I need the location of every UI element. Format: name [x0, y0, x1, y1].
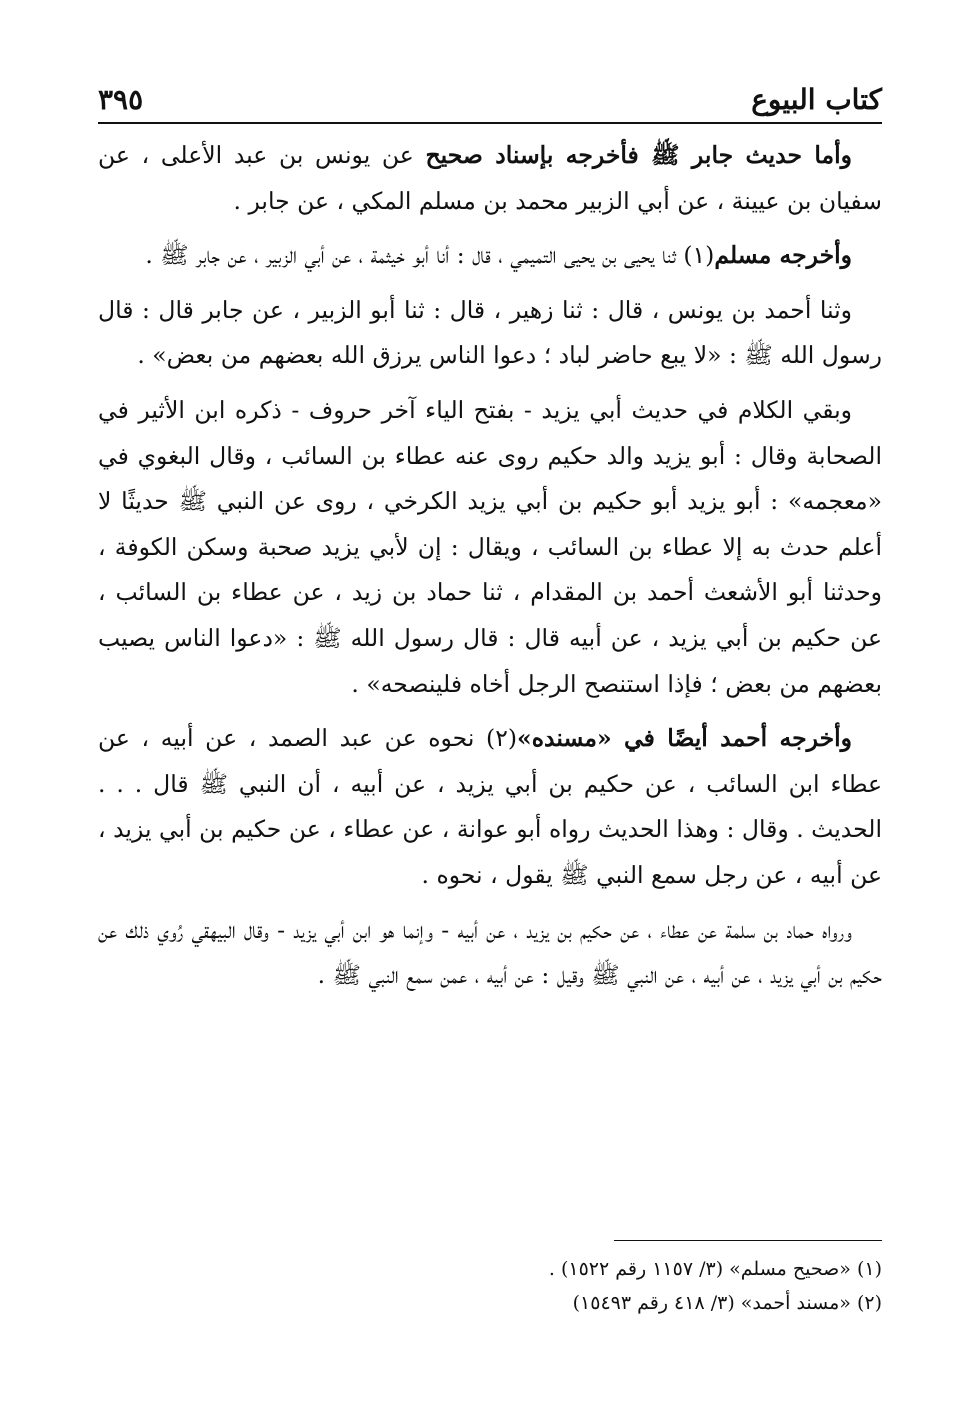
- footnote-separator: [614, 1240, 882, 1241]
- bold-run: وأما حديث جابر ﷺ فأخرجه بإسناد صحيح: [425, 141, 852, 169]
- text-run: عن يونس بن عبد الأعلى ، عن سفيان بن عيينة ، عن أبي الزبير محمد بن مسلم المكي ، عن جابر .: [98, 141, 882, 215]
- paragraph-3: [98, 288, 882, 379]
- main-text: [98, 133, 882, 1008]
- paragraph-5: [98, 716, 882, 898]
- running-header: [98, 66, 882, 124]
- bold-run: وأخرجه مسلم: [714, 241, 852, 270]
- paragraph-2: [98, 233, 882, 279]
- paragraph-1: [98, 133, 882, 224]
- footnote-2: (٢) «مسند أحمد» (٣/ ٤١٨ رقم ١٥٤٩٣): [572, 1292, 882, 1314]
- text-run: (٢) نحوه عن عبد الصمد ، عن أبيه ، عن عطاء ابن السائب ، عن حكيم بن أبي يزيد ، عن أبيه ، أن النبي ﷺ قال . . . الحديث . وقال : وهذا الحديث رواه أبو عوانة ، عن عطاء ، عن حكيم بن أبي يزيد ، عن أبيه ، عن رجل سمع النبي ﷺ يقول ، نحوه .: [98, 724, 882, 889]
- paragraph-6: [98, 908, 882, 999]
- chapter-title: كتاب البيوع: [751, 83, 882, 116]
- text-run: (١) ثنا يحيى بن يحيى التميمي ، قال : أنا أبو خيثمة ، عن أبي الزبير ، عن جابر ﷺ .: [145, 241, 715, 270]
- bold-run: وأخرجه أحمد أيضًا في «مسنده»: [517, 724, 852, 753]
- footnotes: [98, 1252, 882, 1320]
- text-run: وثنا أحمد بن يونس ، قال : ثنا زهير ، قال : ثنا أبو الزبير ، عن جابر قال : قال رسول الله ﷺ : «لا يبع حاضر لباد ؛ دعوا الناس يرزق الله بعضهم من بعض» .: [98, 295, 882, 370]
- page-number: ٣٩٥: [98, 83, 144, 116]
- text-run: وبقي الكلام في حديث أبي يزيد - بفتح الياء آخر حروف - ذكره ابن الأثير في الصحابة وقال : أبو يزيد والد حكيم روى عنه عطاء بن السائب ، وقال البغوي في «معجمه» : أبو يزيد أبو حكيم بن أبي يزيد الكرخي ، روى عن النبي ﷺ حديثًا لا أعلم حدث به إلا عطاء بن السائب ، ويقال : إن لأبي يزيد صحبة وسكن الكوفة ، وحدثنا أبو الأشعث أحمد بن المقدام ، ثنا حماد بن زيد ، عن عطاء بن السائب ، عن حكيم بن أبي يزيد ، عن أبيه قال : قال رسول الله ﷺ : «دعوا الناس يصيب بعضهم من بعض ؛ فإذا استنصح الرجل أخاه فلينصحه» .: [98, 395, 882, 698]
- paragraph-4: [98, 388, 882, 707]
- text-run: ورواه حماد بن سلمة عن عطاء ، عن حكيم بن يزيد ، عن أبيه - وإنما هو ابن أبي يزيد - وقال البيهقي رُوي ذلك عن حكيم بن أبي يزيد ، عن أبيه ، عن النبي ﷺ وقيل : عن أبيه ، عمن سمع النبي ﷺ .: [98, 915, 882, 990]
- footnote-1: (١) «صحيح مسلم» (٣/ ١١٥٧ رقم ١٥٢٢) .: [548, 1258, 882, 1280]
